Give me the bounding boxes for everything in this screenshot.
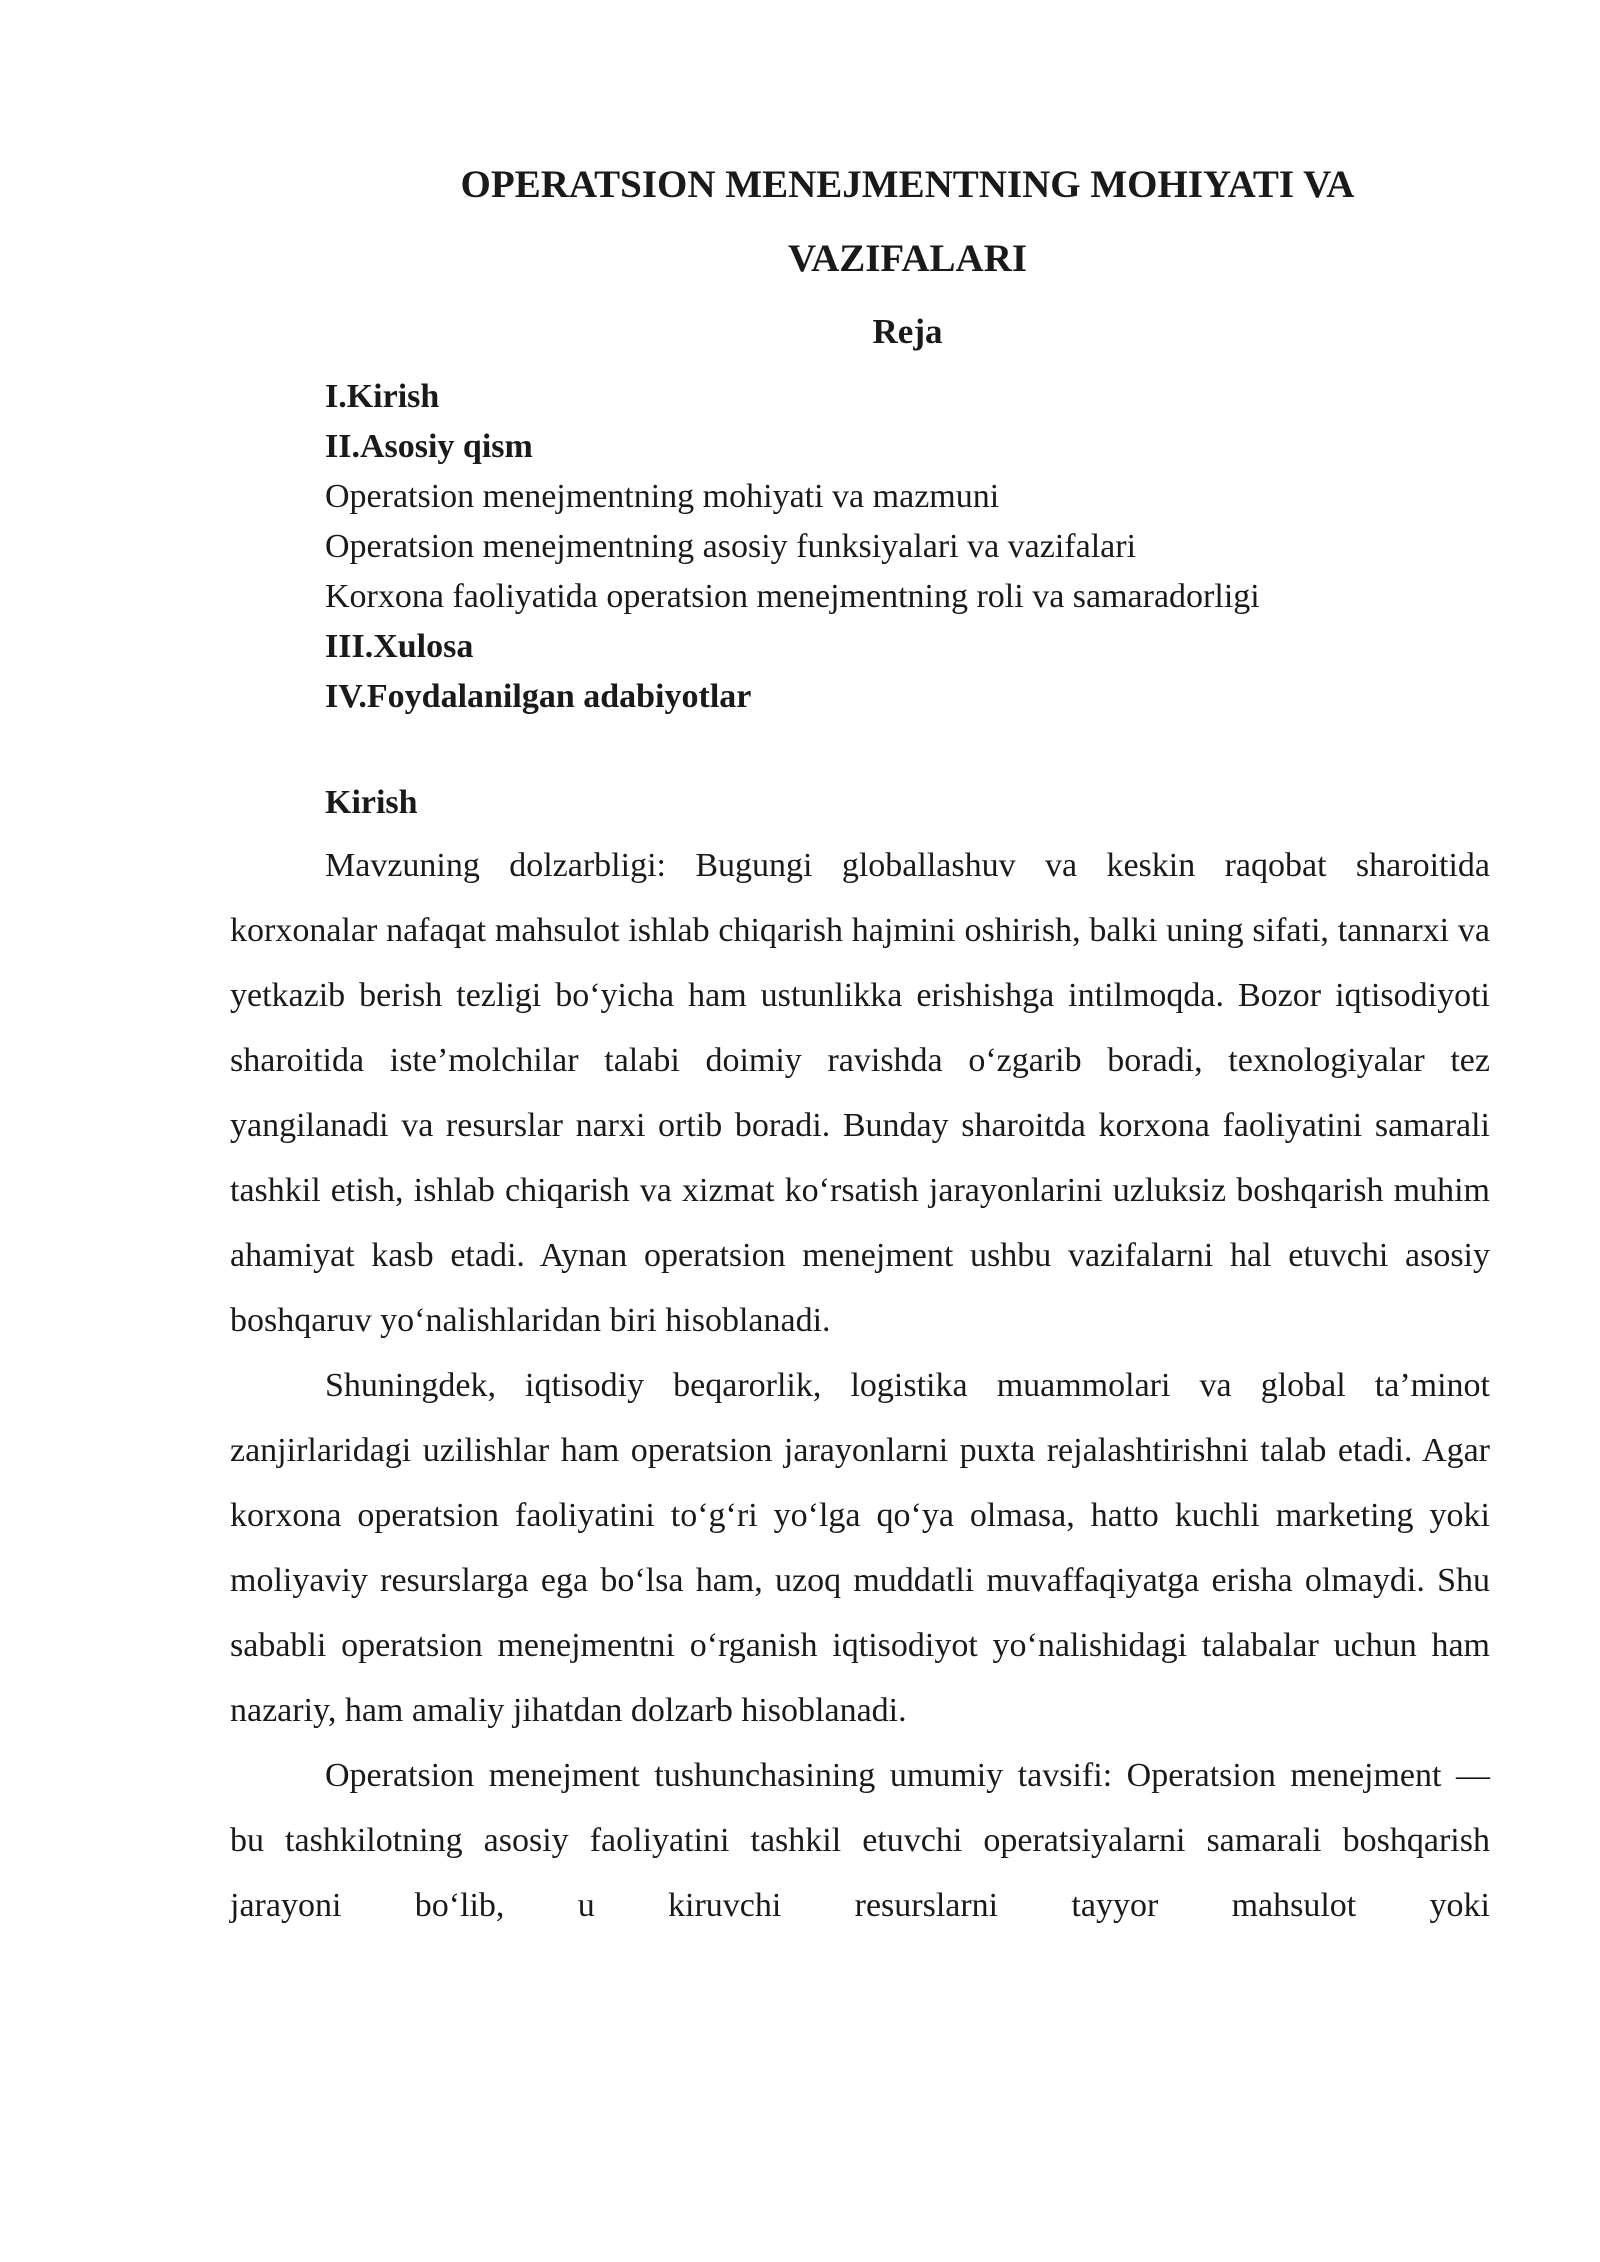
title-line-2: VAZIFALARI (787, 237, 1028, 280)
plan-item: Korxona faoliyatida operatsion menejmentning roli va samaradorligi (325, 578, 1260, 615)
plan-item: II.Asosiy qism (325, 428, 533, 465)
title-line-1: OPERATSION MENEJMENTNING MOHIYATI VA (460, 163, 1355, 206)
document-title (325, 148, 1490, 296)
plan-item: Operatsion menejmentning mohiyati va mazmuni (325, 478, 1000, 515)
body-paragraph: Shuningdek, iqtisodiy beqarorlik, logistika muammolari va global ta’minot zanjirlaridagi uzilishlar ham operatsion jarayonlarni puxta rejalashtirishni talab etadi. Agar korxona operatsion faoliyatini to‘g‘ri yo‘lga qo‘ya olmasa, hatto kuchli marketing yoki moliyaviy resurslarga ega bo‘lsa ham, uzoq muddatli muvaffaqiyatga erisha olmaydi. Shu sababli operatsion menejmentni o‘rganish iqtisodiyot yo‘nalishidagi talabalar uchun ham nazariy, ham amaliy jihatdan dolzarb hisoblanadi. (230, 1367, 1490, 1729)
body-paragraph: Operatsion menejment tushunchasining umumiy tavsifi: Operatsion menejment — bu tashkilotning asosiy faoliyatini tashkil etuvchi operatsiyalarni samarali boshqarish jarayoni bo‘lib, u kiruvchi resurslarni tayyor mahsulot yoki (230, 1757, 1490, 1924)
plan-item: III.Xulosa (325, 628, 474, 665)
plan-heading: Reja (872, 312, 943, 351)
plan-item: IV.Foydalanilgan adabiyotlar (325, 678, 752, 715)
plan-list (325, 372, 1490, 722)
intro-body (230, 833, 1490, 1938)
body-paragraph: Mavzuning dolzarbligi: Bugungi globallashuv va keskin raqobat sharoitida korxonalar nafaqat mahsulot ishlab chiqarish hajmini oshirish, balki uning sifati, tannarxi va yetkazib berish tezligi bo‘yicha ham ustunlikka erishishga intilmoqda. Bozor iqtisodiyoti sharoitida iste’molchilar talabi doimiy ravishda o‘zgarib boradi, texnologiyalar tez yangilanadi va resurslar narxi ortib boradi. Bunday sharoitda korxona faoliyatini samarali tashkil etish, ishlab chiqarish va xizmat ko‘rsatish jarayonlarini uzluksiz boshqarish muhim ahamiyat kasb etadi. Aynan operatsion menejment ushbu vazifalarni hal etuvchi asosiy boshqaruv yo‘nalishlaridan biri hisoblanadi. (230, 847, 1490, 1339)
plan-item: I.Kirish (325, 378, 440, 415)
plan-item: Operatsion menejmentning asosiy funksiyalari va vazifalari (325, 528, 1137, 565)
section-heading-intro: Kirish (325, 784, 418, 821)
